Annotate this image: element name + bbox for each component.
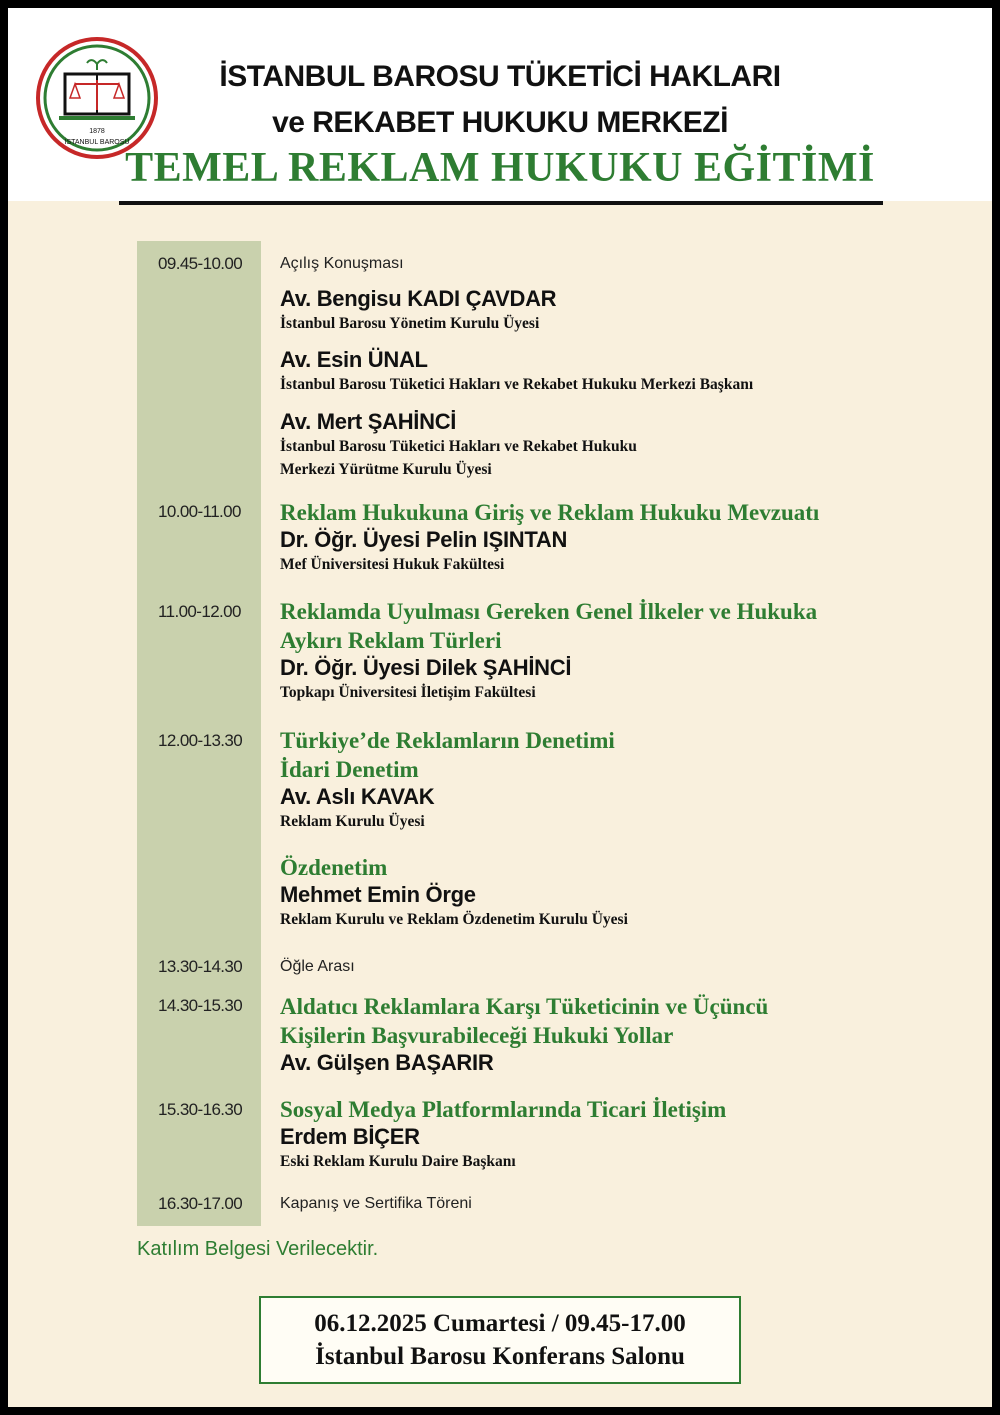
speaker-name: Av. Mert ŞAHİNCİ [280,409,457,434]
speaker-role: İstanbul Barosu Tüketici Hakları ve Rekabet Hukuku [280,438,637,455]
slot-time: 16.30-17.00 [158,1194,243,1213]
poster [8,8,992,1407]
speaker-role: Topkapı Üniversitesi İletişim Fakültesi [280,684,536,701]
istanbul-barosu-logo [35,36,159,160]
speaker-role: Eski Reklam Kurulu Daire Başkanı [280,1153,516,1170]
slot-time: 10.00-11.00 [158,502,241,521]
speaker-role: İstanbul Barosu Yönetim Kurulu Üyesi [280,315,540,332]
session-subtopic: Özdenetim [280,855,388,880]
session-topic: Kişilerin Başvurabileceği Hukuki Yollar [280,1023,674,1048]
header-divider [119,201,883,205]
speaker-role: İstanbul Barosu Tüketici Hakları ve Rekabet Hukuku Merkezi Başkanı [280,376,754,393]
speaker-name: Erdem BİÇER [280,1124,420,1149]
event-date: 06.12.2025 Cumartesi / 09.45-17.00 [314,1310,686,1337]
event-venue: İstanbul Barosu Konferans Salonu [315,1343,685,1370]
organization-name-line1: İSTANBUL BAROSU TÜKETİCİ HAKLARI [219,60,781,93]
slot-time: 14.30-15.30 [158,996,243,1015]
certificate-note: Katılım Belgesi Verilecektir. [137,1238,379,1260]
speaker-name: Av. Aslı KAVAK [280,784,435,809]
slot-time: 09.45-10.00 [158,254,243,273]
speaker-name: Av. Esin ÜNAL [280,347,428,372]
speaker-name: Av. Bengisu KADI ÇAVDAR [280,286,557,311]
session-topic: İdari Denetim [280,757,419,782]
svg-text:İSTANBUL BAROSU: İSTANBUL BAROSU [64,139,130,146]
session-label: Kapanış ve Sertifika Töreni [280,1195,472,1212]
session-topic: Sosyal Medya Platformlarında Ticari İletişim [280,1097,727,1122]
session-topic: Reklam Hukukuna Giriş ve Reklam Hukuku Mevzuatı [280,500,820,525]
session-label: Açılış Konuşması [280,255,404,272]
session-topic: Aldatıcı Reklamlara Karşı Tüketicinin ve Üçüncü [280,994,769,1019]
speaker-role: Reklam Kurulu ve Reklam Özdenetim Kurulu Üyesi [280,911,628,928]
organization-name-line2: ve REKABET HUKUKU MERKEZİ [272,106,728,139]
slot-time: 11.00-12.00 [158,602,241,621]
date-venue-box [259,1296,741,1384]
session-label: Öğle Arası [280,958,355,975]
slot-time: 12.00-13.30 [158,731,243,750]
header [8,8,992,201]
speaker-name: Av. Gülşen BAŞARIR [280,1050,494,1075]
speaker-role: Mef Üniversitesi Hukuk Fakültesi [280,556,505,573]
svg-text:1878: 1878 [89,128,105,135]
speaker-name: Dr. Öğr. Üyesi Pelin IŞINTAN [280,527,568,552]
session-topic: Aykırı Reklam Türleri [280,628,502,653]
slot-time: 13.30-14.30 [158,957,243,976]
speaker-role: Reklam Kurulu Üyesi [280,813,425,830]
speaker-name: Mehmet Emin Örge [280,882,476,907]
slot-time: 15.30-16.30 [158,1100,243,1119]
speaker-name: Dr. Öğr. Üyesi Dilek ŞAHİNCİ [280,655,572,680]
session-topic: Reklamda Uyulması Gereken Genel İlkeler ve Hukuka [280,599,818,624]
event-title: TEMEL REKLAM HUKUKU EĞİTİMİ [125,145,875,191]
speaker-role: Merkezi Yürütme Kurulu Üyesi [280,461,492,478]
session-topic: Türkiye’de Reklamların Denetimi [280,728,615,753]
